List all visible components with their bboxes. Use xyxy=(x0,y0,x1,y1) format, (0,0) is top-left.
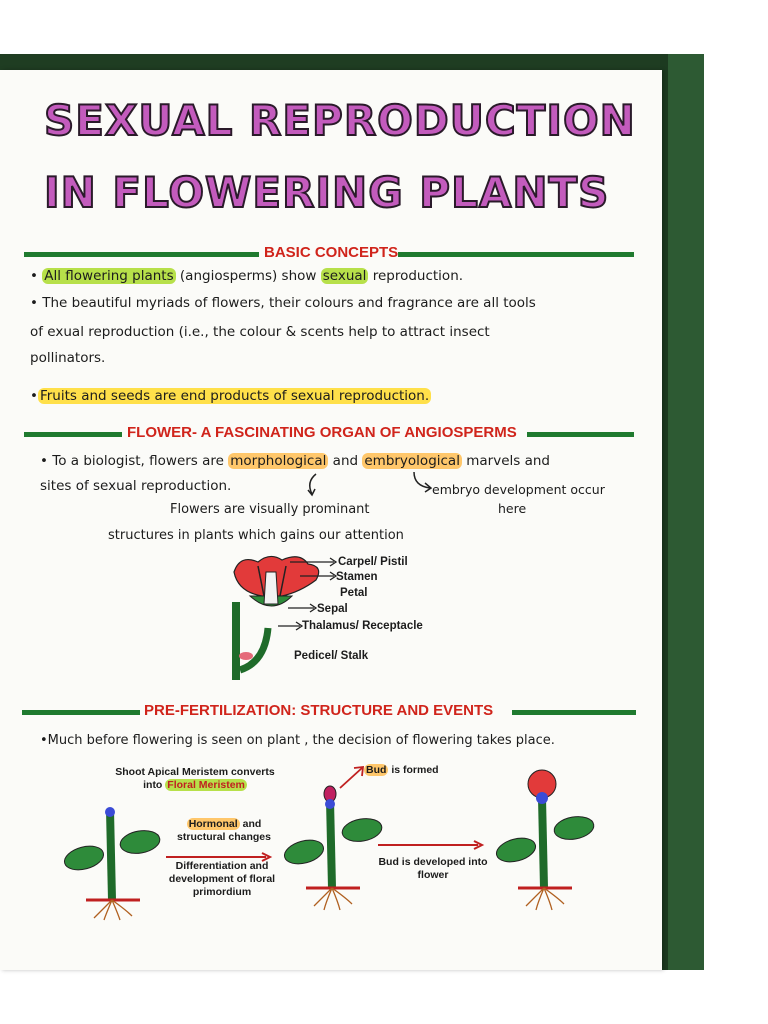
carpel xyxy=(264,572,278,604)
highlight-bud: Bud xyxy=(366,764,387,776)
highlight-sexual: sexual xyxy=(322,268,367,284)
section-label: FLOWER- A FASCINATING ORGAN OF ANGIOSPERMS xyxy=(127,424,517,441)
section-bar-left xyxy=(24,432,122,437)
plant-stage-1 xyxy=(60,800,170,920)
section-bar-right xyxy=(398,252,634,257)
highlight-fruits-seeds: Fruits and seeds are end products of sexual reproduction. xyxy=(39,388,430,404)
arrow-curved-down-icon xyxy=(300,472,330,498)
stem-base xyxy=(232,602,240,680)
label-stamen: Stamen xyxy=(336,571,378,583)
note-visually-prominent: Flowers are visually prominant xyxy=(170,502,370,517)
flower-line-1-mid: and xyxy=(328,453,363,469)
basic-bullet-1-end: reproduction. xyxy=(368,268,464,284)
sam-line-1: Shoot Apical Meristem converts xyxy=(115,766,275,778)
label-sepal: Sepal xyxy=(317,603,348,615)
section-header-basic xyxy=(24,244,634,264)
section-bar-right xyxy=(527,432,634,437)
section-bar-left xyxy=(24,252,259,257)
basic-bullet-1: • All flowering plants (angiosperms) show sexual reproduction. xyxy=(30,268,464,284)
diff-line-3: primordium xyxy=(192,886,252,899)
flower-line-1 xyxy=(40,453,550,469)
highlight-all-flowering-plants: All flowering plants xyxy=(44,268,174,284)
text-hormonal xyxy=(160,818,288,844)
section-bar-left xyxy=(22,710,140,715)
prefert-line: •Much before flowering is seen on plant , the decision of flowering takes place. xyxy=(40,733,555,748)
text-sam-converts xyxy=(100,766,290,792)
section-header-flower xyxy=(24,424,634,444)
diff-line-1: Differentiation and xyxy=(175,860,269,872)
section-header-prefert xyxy=(22,702,636,722)
structural-changes: structural changes xyxy=(177,831,271,844)
highlight-morphological: morphological xyxy=(230,453,327,469)
section-bar-right xyxy=(512,710,636,715)
highlight-floral-meristem: Floral Meristem xyxy=(167,779,245,792)
page-title-line2: IN FLOWERING PLANTS xyxy=(44,168,610,217)
flower-line-1-end: marvels and xyxy=(461,453,551,469)
arrow-right-icon xyxy=(378,840,486,850)
plant-stage-3 xyxy=(494,768,604,914)
notebook-frame-right xyxy=(660,54,704,970)
label-thalamus: Thalamus/ Receptacle xyxy=(302,620,423,632)
section-label: BASIC CONCEPTS xyxy=(264,244,399,261)
highlight-embryological: embryological xyxy=(364,453,460,469)
hormonal-rest: and xyxy=(239,818,262,830)
label-carpel: Carpel/ Pistil xyxy=(338,556,408,568)
text-differentiation xyxy=(158,860,286,899)
section-label: PRE-FERTILIZATION: STRUCTURE AND EVENTS xyxy=(144,702,494,719)
flower-line-2: sites of sexual reproduction. xyxy=(40,478,232,494)
basic-bullet-2-line1: • The beautiful myriads of flowers, their colours and fragrance are all tools xyxy=(30,295,536,311)
basic-bullet-1-text: (angiosperms) show xyxy=(175,268,321,284)
flower-line-1-start: • To a biologist, flowers are xyxy=(40,453,229,469)
page-title-line1: SEXUAL REPRODUCTION xyxy=(44,96,636,145)
highlight-hormonal: Hormonal xyxy=(188,818,238,830)
bud-rest: is formed xyxy=(388,764,439,776)
bud-dev-line-1: Bud is developed into xyxy=(378,856,488,868)
basic-bullet-2-line3: pollinators. xyxy=(30,350,106,366)
plant-stage-2 xyxy=(282,780,392,914)
bud-dev-line-2: flower xyxy=(417,869,449,882)
note-embryo-development: embryo development occur xyxy=(432,482,605,497)
diff-line-2: development of floral xyxy=(168,873,276,886)
basic-bullet-2-line2: of exual reproduction (i.e., the colour & scents help to attract insect xyxy=(30,324,490,340)
label-pedicel: Pedicel/ Stalk xyxy=(294,650,369,662)
sam-line-2-pre: into xyxy=(143,779,166,792)
bud xyxy=(239,652,253,660)
label-petal: Petal xyxy=(340,587,368,599)
note-structures: structures in plants which gains our attention xyxy=(108,528,404,543)
note-here: here xyxy=(498,501,527,516)
text-bud-formed xyxy=(364,764,454,777)
pedicel xyxy=(240,628,268,670)
basic-bullet-3: • Fruits and seeds are end products of sexual reproduction. xyxy=(30,388,430,404)
